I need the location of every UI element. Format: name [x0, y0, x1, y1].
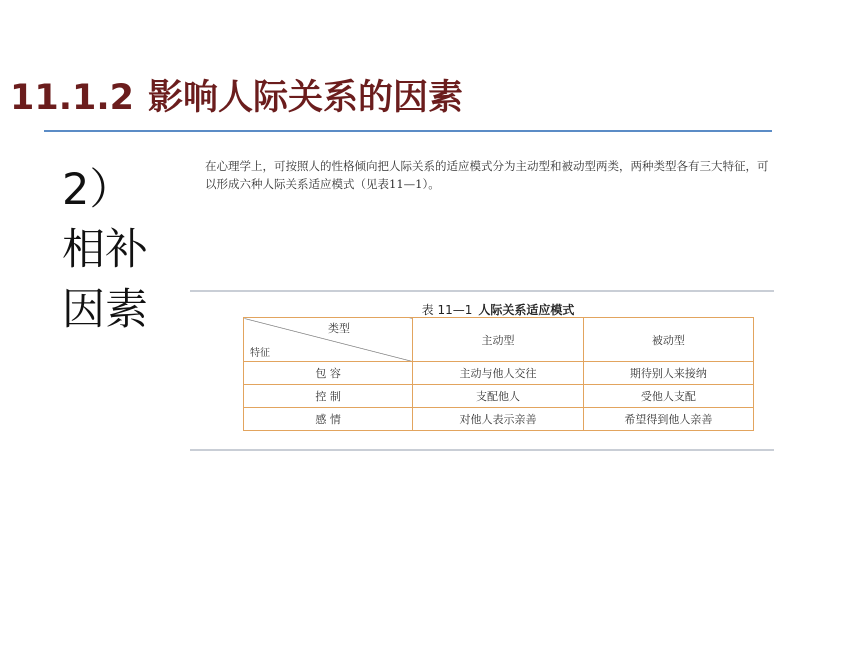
- subsection-label: [62, 160, 182, 340]
- table-row: [244, 385, 754, 408]
- row-feature-cell: 感 情: [244, 408, 413, 431]
- table-caption-name: 人际关系适应模式: [478, 303, 575, 317]
- column-header-active: 主动型: [413, 318, 583, 362]
- row-active-cell: 主动与他人交往: [413, 362, 583, 385]
- corner-label-type: 类型: [328, 322, 350, 335]
- row-feature-cell: 包 容: [244, 362, 413, 385]
- row-active-cell: 支配他人: [413, 385, 583, 408]
- title-underline: [44, 130, 772, 132]
- row-active-cell: 对他人表示亲善: [413, 408, 583, 431]
- row-passive-cell: 受他人支配: [583, 385, 753, 408]
- table-corner-cell: [244, 318, 413, 362]
- table-header-row: [244, 318, 754, 362]
- subsection-word-2: 因素: [62, 285, 148, 335]
- subsection-word-1: 相补: [62, 225, 148, 275]
- table-row: [244, 362, 754, 385]
- adaptation-mode-table: [243, 317, 754, 431]
- corner-label-feature: 特征: [250, 348, 270, 359]
- intro-paragraph: 在心理学上，可按照人的性格倾向把人际关系的适应模式分为主动型和被动型两类，两种类型各有三大特征，可以形成六种人际关系适应模式（见表11—1）。: [205, 158, 769, 191]
- table-caption: [242, 301, 754, 318]
- column-header-passive: 被动型: [583, 318, 753, 362]
- table-bottom-divider: [190, 449, 774, 451]
- row-passive-cell: 期待别人来接纳: [583, 362, 753, 385]
- table-top-divider: [190, 290, 774, 292]
- section-title: 影响人际关系的因素: [148, 78, 464, 118]
- page-title: [10, 70, 463, 120]
- subsection-number: 2）: [62, 165, 133, 215]
- row-feature-cell: 控 制: [244, 385, 413, 408]
- table-row: [244, 408, 754, 431]
- table-caption-number: 表 11—1: [421, 303, 473, 317]
- section-number: 11.1.2: [10, 78, 135, 118]
- row-passive-cell: 希望得到他人亲善: [583, 408, 753, 431]
